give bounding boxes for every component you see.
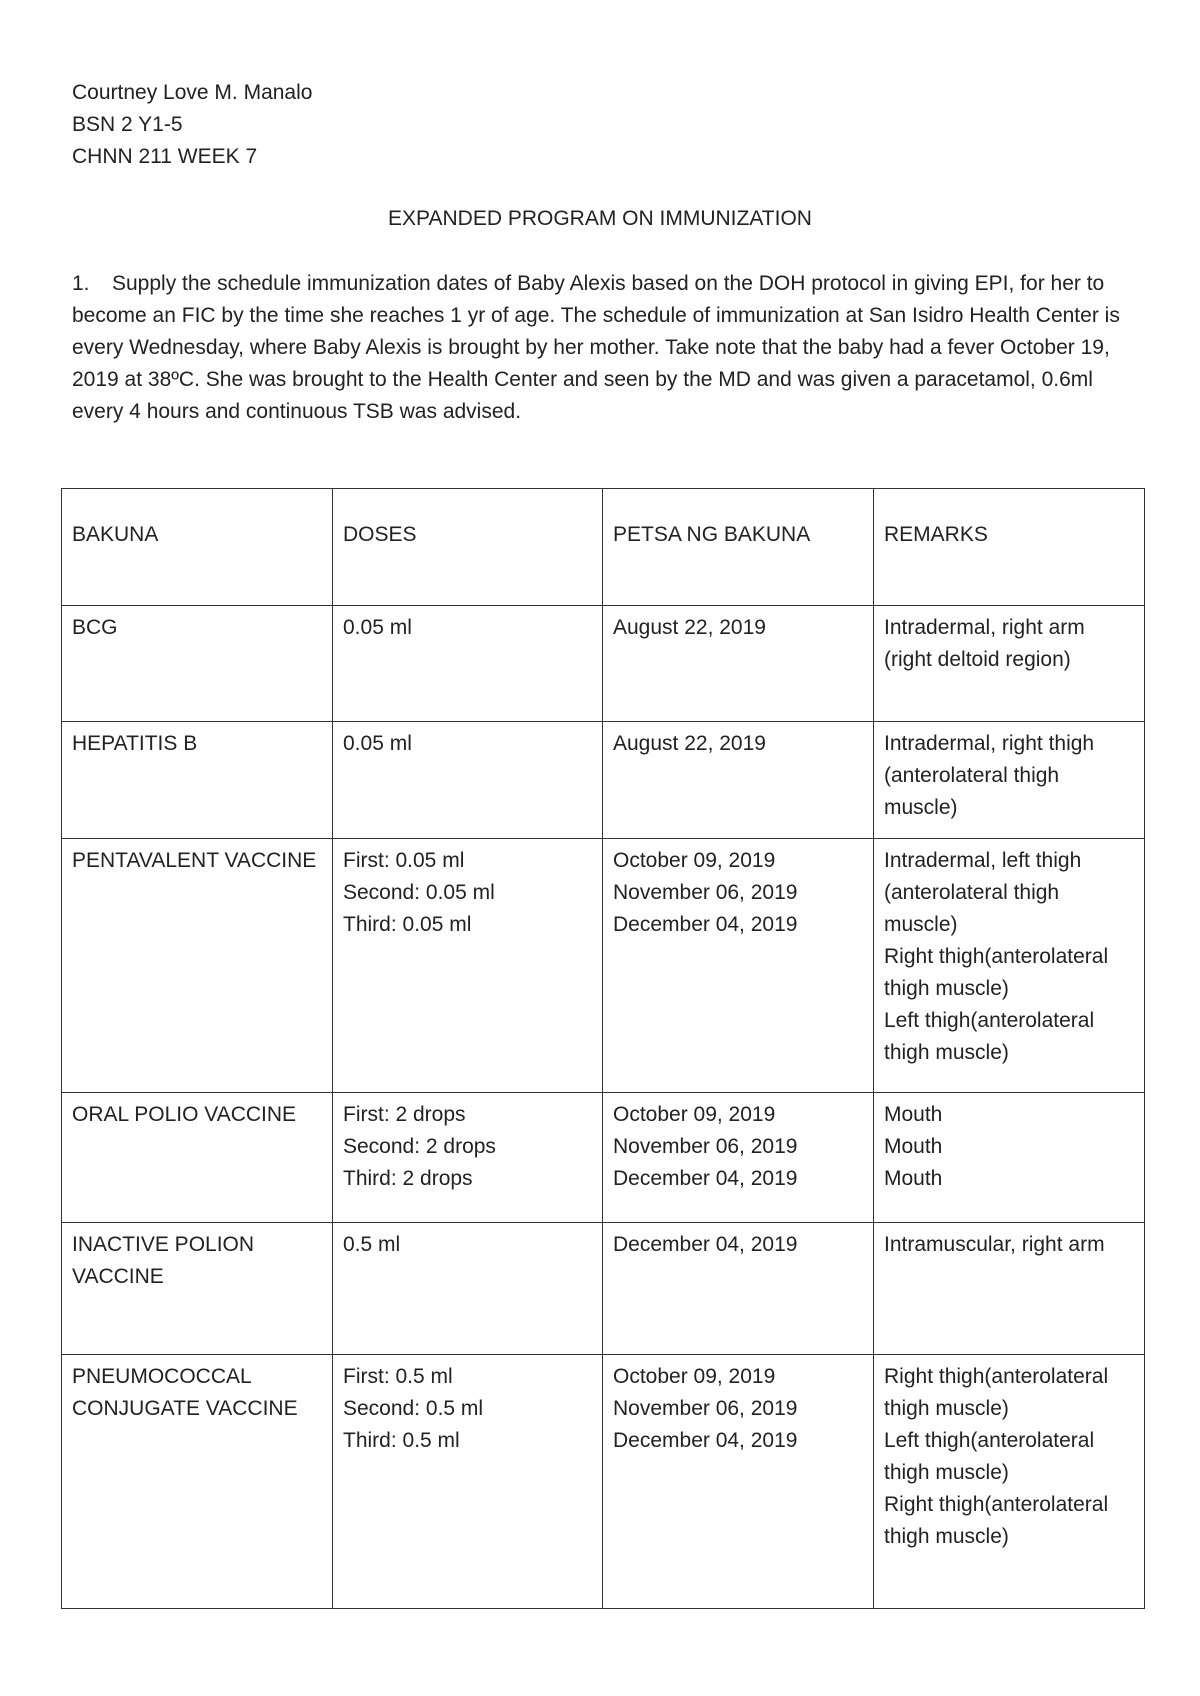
cell-line: 0.05 ml xyxy=(343,732,412,755)
header-bakuna: BAKUNA xyxy=(62,489,333,606)
cell-doses xyxy=(333,839,603,1093)
cell-line: Intradermal, right thigh (anterolateral thigh muscle) xyxy=(884,732,1095,819)
cell-line: Third: 0.5 ml xyxy=(343,1429,460,1452)
cell-bakuna xyxy=(62,1223,333,1355)
cell-line: First: 0.05 ml xyxy=(343,849,465,872)
table-row xyxy=(62,1223,1145,1355)
cell-doses xyxy=(333,1093,603,1223)
cell-line: Right thigh(anterolateral thigh muscle) xyxy=(884,1493,1109,1548)
cell-line: November 06, 2019 xyxy=(613,881,798,904)
cell-line: HEPATITIS B xyxy=(72,732,198,755)
student-name: Courtney Love M. Manalo xyxy=(72,81,313,104)
cell-remarks xyxy=(874,839,1145,1093)
course-code: CHNN 211 WEEK 7 xyxy=(72,145,258,168)
cell-bakuna xyxy=(62,606,333,722)
document-title: EXPANDED PROGRAM ON IMMUNIZATION xyxy=(388,207,812,230)
cell-line: Right thigh(anterolateral thigh muscle) xyxy=(884,945,1109,1000)
header-petsa: PETSA NG BAKUNA xyxy=(603,489,874,606)
cell-remarks xyxy=(874,1355,1145,1609)
question-1 xyxy=(72,268,1142,428)
cell-doses xyxy=(333,606,603,722)
cell-line: Mouth xyxy=(884,1135,943,1158)
cell-line: Third: 0.05 ml xyxy=(343,913,472,936)
table-row xyxy=(62,839,1145,1093)
cell-line: Left thigh(anterolateral thigh muscle) xyxy=(884,1429,1095,1484)
student-section: BSN 2 Y1-5 xyxy=(72,113,183,136)
cell-petsa xyxy=(603,722,874,839)
cell-line: Right thigh(anterolateral thigh muscle) xyxy=(884,1365,1109,1420)
table-row xyxy=(62,606,1145,722)
cell-line: December 04, 2019 xyxy=(613,1233,798,1256)
cell-petsa xyxy=(603,1093,874,1223)
cell-bakuna xyxy=(62,1093,333,1223)
cell-line: December 04, 2019 xyxy=(613,1167,798,1190)
cell-line: October 09, 2019 xyxy=(613,1365,776,1388)
cell-remarks xyxy=(874,1093,1145,1223)
cell-line: August 22, 2019 xyxy=(613,732,766,755)
cell-line: Second: 0.05 ml xyxy=(343,881,495,904)
cell-line: BCG xyxy=(72,616,118,639)
cell-bakuna xyxy=(62,839,333,1093)
question-text: Supply the schedule immunization dates of Baby Alexis based on the DOH protocol in giving EPI, for her to become an FIC by the time she reaches 1 yr of age. The schedule of immunization at San Isidro Health Center is every Wednesday, where Baby Alexis is brought by her mother. Take note that the baby had a fever October 19, 2019 at 38ºC. She was brought to the Health Center and seen by the MD and was given a paracetamol, 0.6ml every 4 hours and continuous TSB was advised. xyxy=(72,272,1120,423)
cell-line: Second: 0.5 ml xyxy=(343,1397,484,1420)
cell-line: First: 0.5 ml xyxy=(343,1365,453,1388)
table-row xyxy=(62,722,1145,839)
table-header-row xyxy=(62,489,1145,606)
cell-line: Second: 2 drops xyxy=(343,1135,496,1158)
cell-line: October 09, 2019 xyxy=(613,1103,776,1126)
cell-line: October 09, 2019 xyxy=(613,849,776,872)
table-row xyxy=(62,1355,1145,1609)
cell-petsa xyxy=(603,1223,874,1355)
cell-line: Third: 2 drops xyxy=(343,1167,473,1190)
cell-bakuna xyxy=(62,722,333,839)
question-number: 1. xyxy=(72,272,90,295)
cell-line: December 04, 2019 xyxy=(613,1429,798,1452)
cell-remarks xyxy=(874,606,1145,722)
cell-line: Intradermal, left thigh (anterolateral thigh muscle) xyxy=(884,849,1082,936)
table-row xyxy=(62,1093,1145,1223)
header-block xyxy=(72,77,312,173)
cell-doses xyxy=(333,722,603,839)
cell-line: PNEUMOCOCCAL CONJUGATE VACCINE xyxy=(72,1365,298,1420)
cell-line: PENTAVALENT VACCINE xyxy=(72,849,317,872)
cell-line: INACTIVE POLION VACCINE xyxy=(72,1233,255,1288)
immunization-table xyxy=(61,488,1145,1609)
cell-line: First: 2 drops xyxy=(343,1103,466,1126)
cell-line: November 06, 2019 xyxy=(613,1397,798,1420)
cell-line: Intradermal, right arm (right deltoid region) xyxy=(884,616,1085,671)
header-doses: DOSES xyxy=(333,489,603,606)
cell-remarks xyxy=(874,1223,1145,1355)
cell-line: Left thigh(anterolateral thigh muscle) xyxy=(884,1009,1095,1064)
cell-doses xyxy=(333,1223,603,1355)
cell-petsa xyxy=(603,1355,874,1609)
cell-line: 0.5 ml xyxy=(343,1233,401,1256)
cell-line: November 06, 2019 xyxy=(613,1135,798,1158)
cell-line: August 22, 2019 xyxy=(613,616,766,639)
cell-petsa xyxy=(603,839,874,1093)
cell-line: Intramuscular, right arm xyxy=(884,1233,1105,1256)
header-remarks: REMARKS xyxy=(874,489,1145,606)
cell-remarks xyxy=(874,722,1145,839)
cell-line: ORAL POLIO VACCINE xyxy=(72,1103,297,1126)
cell-doses xyxy=(333,1355,603,1609)
cell-line: Mouth xyxy=(884,1167,943,1190)
cell-line: Mouth xyxy=(884,1103,943,1126)
cell-petsa xyxy=(603,606,874,722)
cell-line: December 04, 2019 xyxy=(613,913,798,936)
cell-bakuna xyxy=(62,1355,333,1609)
cell-line: 0.05 ml xyxy=(343,616,412,639)
